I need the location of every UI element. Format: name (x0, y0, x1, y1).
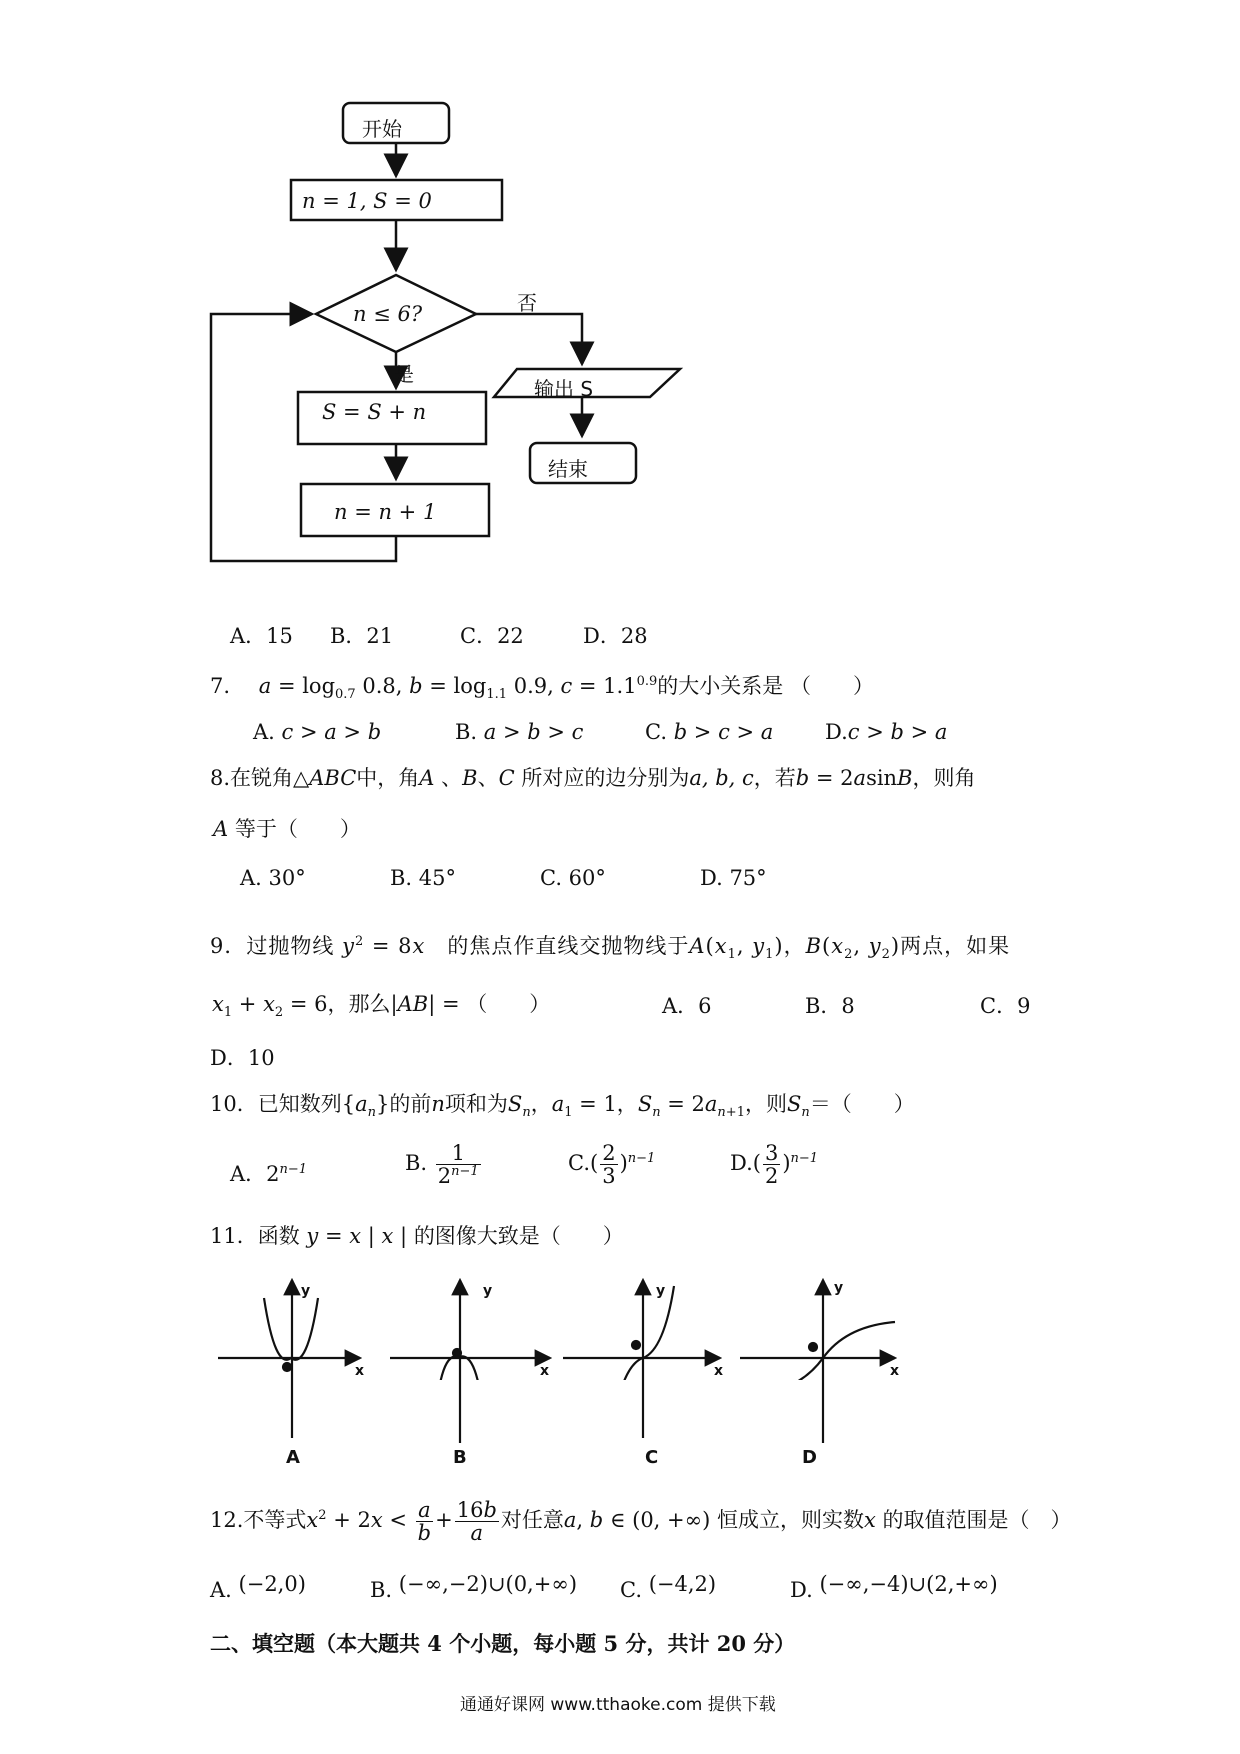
q8-option-c: C. 60° (540, 866, 606, 890)
flow-no-line (476, 314, 582, 364)
graph-a (218, 1280, 360, 1380)
q10-option-c: C.( $\frac{2}{3}$ )$^{n-1}$ (568, 1141, 656, 1189)
question-12: 12.不等式$x^2 + 2x$ < $\frac{a}{b}$ + $\frac{16b}{a}$ 对任意a, b ∈ (0, +∞) 恒成立，则实数x 的取值范围是（ ） (210, 1497, 1072, 1545)
svg-text:x: x (355, 1363, 365, 1379)
q10-option-a: A．$2^{n-1}$ (230, 1162, 308, 1186)
graph-d-curve (755, 1322, 895, 1380)
section-2-heading: 二、填空题（本大题共 4 个小题，每小题 5 分，共计 20 分） (210, 1631, 796, 1656)
question-9: 9．过抛物线 $y^2 = 8x$ 的焦点作直线交抛物线于$A(x_1$, $y_1$)，$B(x_2$, $y_2$)两点，如果 (210, 934, 1011, 963)
q11-graphs (0, 1270, 920, 1380)
flow-condition-label: n ≤ 6? (353, 302, 423, 326)
flow-end-label: 结束 (548, 457, 588, 481)
graph-b-dot (453, 1349, 461, 1357)
q8-option-d: D. 75° (700, 866, 767, 890)
q10-option-b: B. $\frac{1}{2^{n-1}}$ (405, 1141, 479, 1189)
q8-option-b: B. 45° (390, 866, 457, 890)
question-7: 7. $a = \log_{0.7} 0.8$, $b = \log_{1.1} 0.9$, $c = 1.1^{0.9}$的大小关系是 （ ） (210, 674, 874, 703)
graph-c (563, 1280, 720, 1380)
graph-a-dot (283, 1363, 291, 1371)
flow-output-label: 输出 S (534, 377, 594, 401)
question-10: 10．已知数列$\{a_n\}$的前n项和为$S_n$，$a_1 = 1$，$S_n = 2a_{n+1}$，则$S_n=$（ ） (210, 1092, 915, 1121)
flow-update-s-label: S = S + n (322, 400, 427, 424)
q7-option-a: A. c > a > b (253, 720, 382, 744)
graph-a-label: A (286, 1447, 300, 1468)
q6-option-c: C．22 (460, 624, 524, 648)
graph-c-dot (632, 1341, 640, 1349)
q12-option-b: B. (−∞,−2)∪(0,+∞) (370, 1572, 578, 1602)
flow-no-label: 否 (517, 291, 537, 315)
svg-text:x: x (540, 1363, 550, 1379)
page-footer: 通通好课网 www.tthaoke.com 提供下载 (460, 1695, 776, 1715)
q7-option-d: D.c > b > a (825, 720, 948, 744)
q7-option-c: C. b > c > a (645, 720, 774, 744)
graph-b (390, 1280, 550, 1380)
flow-yes-label: 是 (394, 362, 414, 386)
svg-text:y: y (834, 1280, 844, 1296)
question-11: 11．函数 y = x | x | 的图像大致是（ ） (210, 1224, 624, 1248)
q6-option-b: B．21 (330, 624, 394, 648)
q11-graph-axes-lower (0, 1380, 920, 1450)
q9-option-a: A．6 (662, 994, 712, 1018)
svg-text:y: y (656, 1283, 666, 1299)
svg-text:y: y (483, 1283, 493, 1299)
question-9-line2: $x_1 + x_2 = 6$，那么|AB| = （ ） (212, 992, 551, 1021)
graph-b-label: B (453, 1447, 467, 1468)
q12-option-c: C. (−4,2) (620, 1572, 717, 1602)
question-8-line2: A 等于（ ） (213, 817, 361, 841)
q12-option-a: A. (−2,0) (210, 1572, 306, 1602)
q9-option-b: B．8 (805, 994, 855, 1018)
q6-option-d: D．28 (583, 624, 648, 648)
flow-start-label: 开始 (362, 117, 402, 141)
flow-update-n-label: n = n + 1 (334, 500, 437, 524)
q10-option-d: D.( $\frac{3}{2}$ )$^{n-1}$ (730, 1141, 819, 1189)
graph-d-dot (809, 1343, 817, 1351)
graph-d (740, 1280, 895, 1380)
svg-text:x: x (890, 1363, 900, 1379)
graph-c-label: C (645, 1447, 659, 1468)
q9-option-d: D．10 (210, 1046, 275, 1070)
q6-option-a: A．15 (230, 624, 293, 648)
flow-init-label: n = 1, S = 0 (302, 189, 432, 213)
svg-text:x: x (714, 1363, 724, 1379)
q7-number: 7. (210, 674, 231, 698)
q9-option-c: C．9 (980, 994, 1031, 1018)
flowchart (0, 0, 700, 580)
svg-text:y: y (301, 1283, 311, 1299)
q12-option-d: D. (−∞,−4)∪(2,+∞) (790, 1572, 998, 1602)
q8-option-a: A. 30° (240, 866, 306, 890)
graph-d-label: D (802, 1447, 817, 1468)
question-8: 8.在锐角△ABC中，角A 、B、C 所对应的边分别为a, b, c，若b = 2asinB，则角 (210, 766, 976, 790)
q7-stem-tail: 的大小关系是 （ ） (657, 674, 874, 698)
q7-option-b: B. a > b > c (455, 720, 584, 744)
